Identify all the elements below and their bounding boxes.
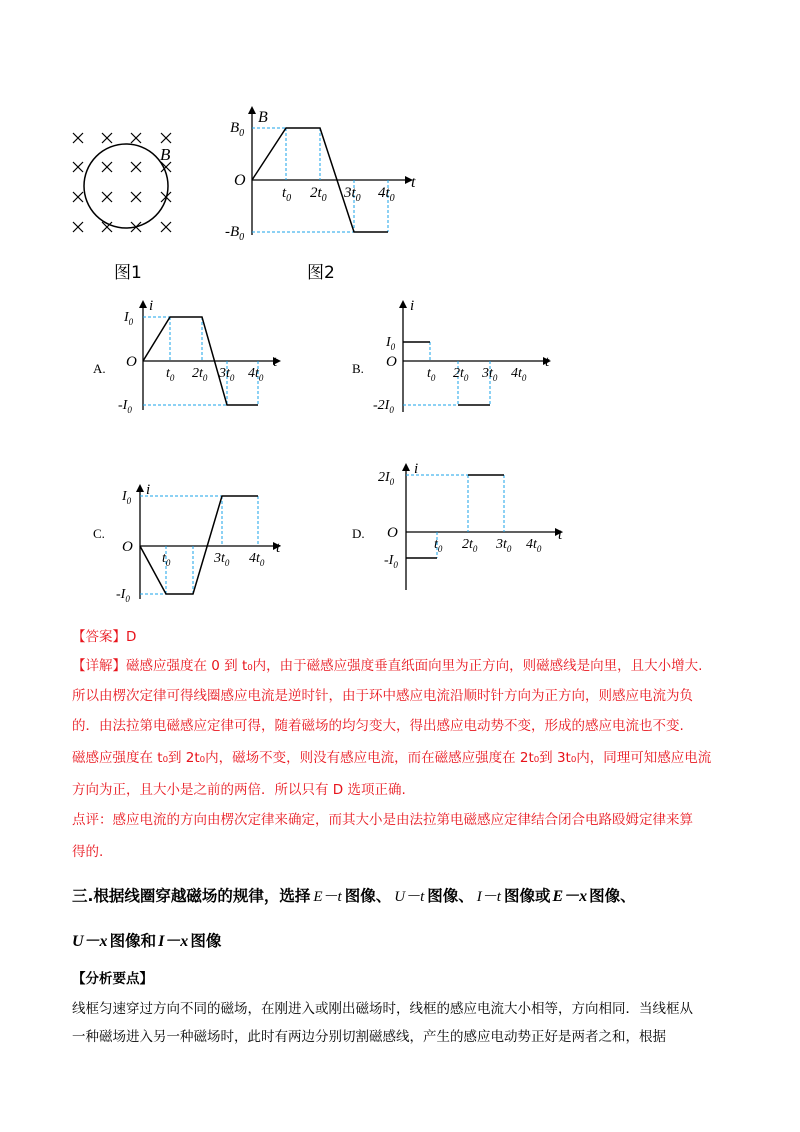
- detail-line-5: 方向为正，且大小是之前的两倍．所以只有 D 选项正确.: [72, 782, 406, 798]
- section-title-line-1: [72, 883, 636, 906]
- origin-label: O: [386, 354, 397, 370]
- e-x-symbol: E－x: [552, 888, 588, 905]
- coil-circle: [84, 144, 168, 228]
- section-title-line-2: [72, 928, 221, 951]
- y-arrow-icon: [248, 106, 256, 114]
- tick-4t0: $4t_0$: [526, 537, 542, 554]
- detail-line-1: 【详解】磁感应强度在 0 到 t₀内，由于磁感应强度垂直纸面向里为正方向，则磁感线是向里，且大小增大.: [72, 658, 703, 674]
- tick-t0: $t_0$: [434, 537, 443, 554]
- u-t-symbol: U－t: [394, 889, 425, 905]
- y-arrow-icon: [136, 484, 144, 492]
- cross-marks: [73, 133, 171, 232]
- ymin-label: $-B_0$: [225, 224, 245, 243]
- title-word: 图像、: [427, 887, 474, 905]
- detail-line-4: 磁感应强度在 t₀到 2t₀内，磁场不变，则没有感应电流，而在磁感应强度在 2t₀到 3t₀内，同理可知感应电流: [72, 750, 712, 766]
- analysis-line-2: 一种磁场进入另一种磁场时，此时有两边分别切割磁感线，产生的感应电动势正好是两者之和，根据: [72, 1029, 666, 1045]
- ymin-label: $-I_0$: [384, 553, 398, 570]
- figure-2-b-t-graph: [222, 100, 422, 243]
- detail-line-2: 所以由楞次定律可得线圈感应电流是逆时针，由于环中感应电流沿顺时针方向为正方向，则感应电流为负: [72, 688, 693, 704]
- origin-label: O: [387, 525, 398, 541]
- figure-1-magnetic-field: [70, 130, 190, 240]
- title-word: 图像和: [109, 932, 157, 950]
- tick-4t0: $4t_0$: [249, 551, 265, 568]
- y-arrow-icon: [402, 463, 410, 471]
- origin-label: O: [122, 539, 133, 555]
- tick-t0: $t_0$: [162, 551, 171, 568]
- figure-1-caption: 图1: [114, 263, 142, 283]
- option-a-label: A.: [93, 361, 106, 376]
- option-d-graph: [370, 455, 570, 595]
- i-x-symbol: I－x: [158, 933, 189, 950]
- tick-3t0: $3t_0$: [482, 366, 498, 383]
- ymax-label: $I_0$: [122, 489, 132, 506]
- ymax-label: $2I_0$: [378, 470, 395, 487]
- option-c-label: C.: [93, 526, 105, 541]
- analysis-title: 【分析要点】: [72, 971, 153, 987]
- x-axis-label: t: [545, 354, 550, 370]
- option-b-label: B.: [352, 361, 364, 376]
- analysis-line-1: 线框匀速穿过方向不同的磁场，在刚进入或刚出磁场时，线框的感应电流大小相等，方向相同．当线框从: [72, 1001, 693, 1017]
- title-word: 图像、: [589, 887, 636, 905]
- i-t-symbol: I－t: [476, 889, 501, 905]
- tick-2t0: $2t_0$: [453, 366, 469, 383]
- figure-2-caption: 图2: [307, 263, 335, 283]
- title-word: 图像或: [503, 887, 551, 905]
- comment-line-1: 点评：感应电流的方向由楞次定律来确定，而其大小是由法拉第电磁感应定律结合闭合电路殴姆定律来算: [72, 812, 693, 828]
- tick-t0: $t_0$: [166, 366, 175, 383]
- comment-line-2: 得的.: [72, 844, 104, 860]
- y-arrow-icon: [139, 300, 147, 308]
- y-axis-label: i: [410, 298, 415, 314]
- ymin-label: $-I_0$: [118, 398, 132, 415]
- y-axis-label: B: [258, 109, 268, 126]
- x-axis-label: t: [558, 527, 563, 543]
- tick-t0: $t_0$: [282, 185, 292, 204]
- e-t-symbol: E－t: [313, 889, 342, 905]
- option-d-label: D.: [352, 526, 365, 541]
- option-b-graph: [370, 292, 555, 417]
- ymax-label: $I_0$: [386, 335, 396, 352]
- u-x-symbol: U－x: [72, 933, 108, 950]
- y-axis-label: i: [146, 482, 151, 498]
- tick-2t0: $2t_0$: [310, 185, 327, 204]
- tick-4t0: $4t_0$: [248, 366, 264, 383]
- y-axis-label: i: [414, 461, 419, 477]
- title-word: 图像: [190, 932, 222, 950]
- tick-2t0: $2t_0$: [462, 537, 478, 554]
- ymin-label: $-2I_0$: [373, 398, 394, 415]
- field-label: B: [160, 145, 171, 164]
- tick-3t0: $3t_0$: [219, 366, 235, 383]
- x-axis-label: t: [273, 354, 278, 370]
- tick-4t0: $4t_0$: [378, 185, 395, 204]
- tick-3t0: $3t_0$: [496, 537, 512, 554]
- ymax-label: $I_0$: [124, 310, 134, 327]
- tick-4t0: $4t_0$: [511, 366, 527, 383]
- ymin-label: $-I_0$: [116, 587, 130, 604]
- option-c-graph: [110, 476, 281, 604]
- y-axis-label: i: [149, 298, 154, 314]
- tick-3t0: $3t_0$: [344, 185, 361, 204]
- answer-line: 【答案】D: [72, 629, 137, 645]
- origin-label: O: [234, 172, 246, 189]
- current-curve: [140, 496, 258, 594]
- section-title-start: 三.根据线圈穿越磁场的规律，选择: [72, 887, 311, 905]
- origin-label: O: [126, 354, 137, 370]
- ymax-label: $B_0$: [230, 120, 245, 139]
- y-arrow-icon: [399, 300, 407, 308]
- tick-t0: $t_0$: [427, 366, 436, 383]
- x-axis-label: t: [411, 174, 416, 191]
- tick-3t0: $3t_0$: [214, 551, 230, 568]
- x-axis-label: t: [276, 540, 281, 556]
- title-word: 图像、: [344, 887, 392, 905]
- tick-2t0: $2t_0$: [192, 366, 208, 383]
- option-a-graph: [110, 292, 280, 415]
- detail-line-3: 的．由法拉第电磁感应定律可得，随着磁场的均匀变大，得出感应电动势不变，形成的感应电流也不变.: [72, 718, 684, 734]
